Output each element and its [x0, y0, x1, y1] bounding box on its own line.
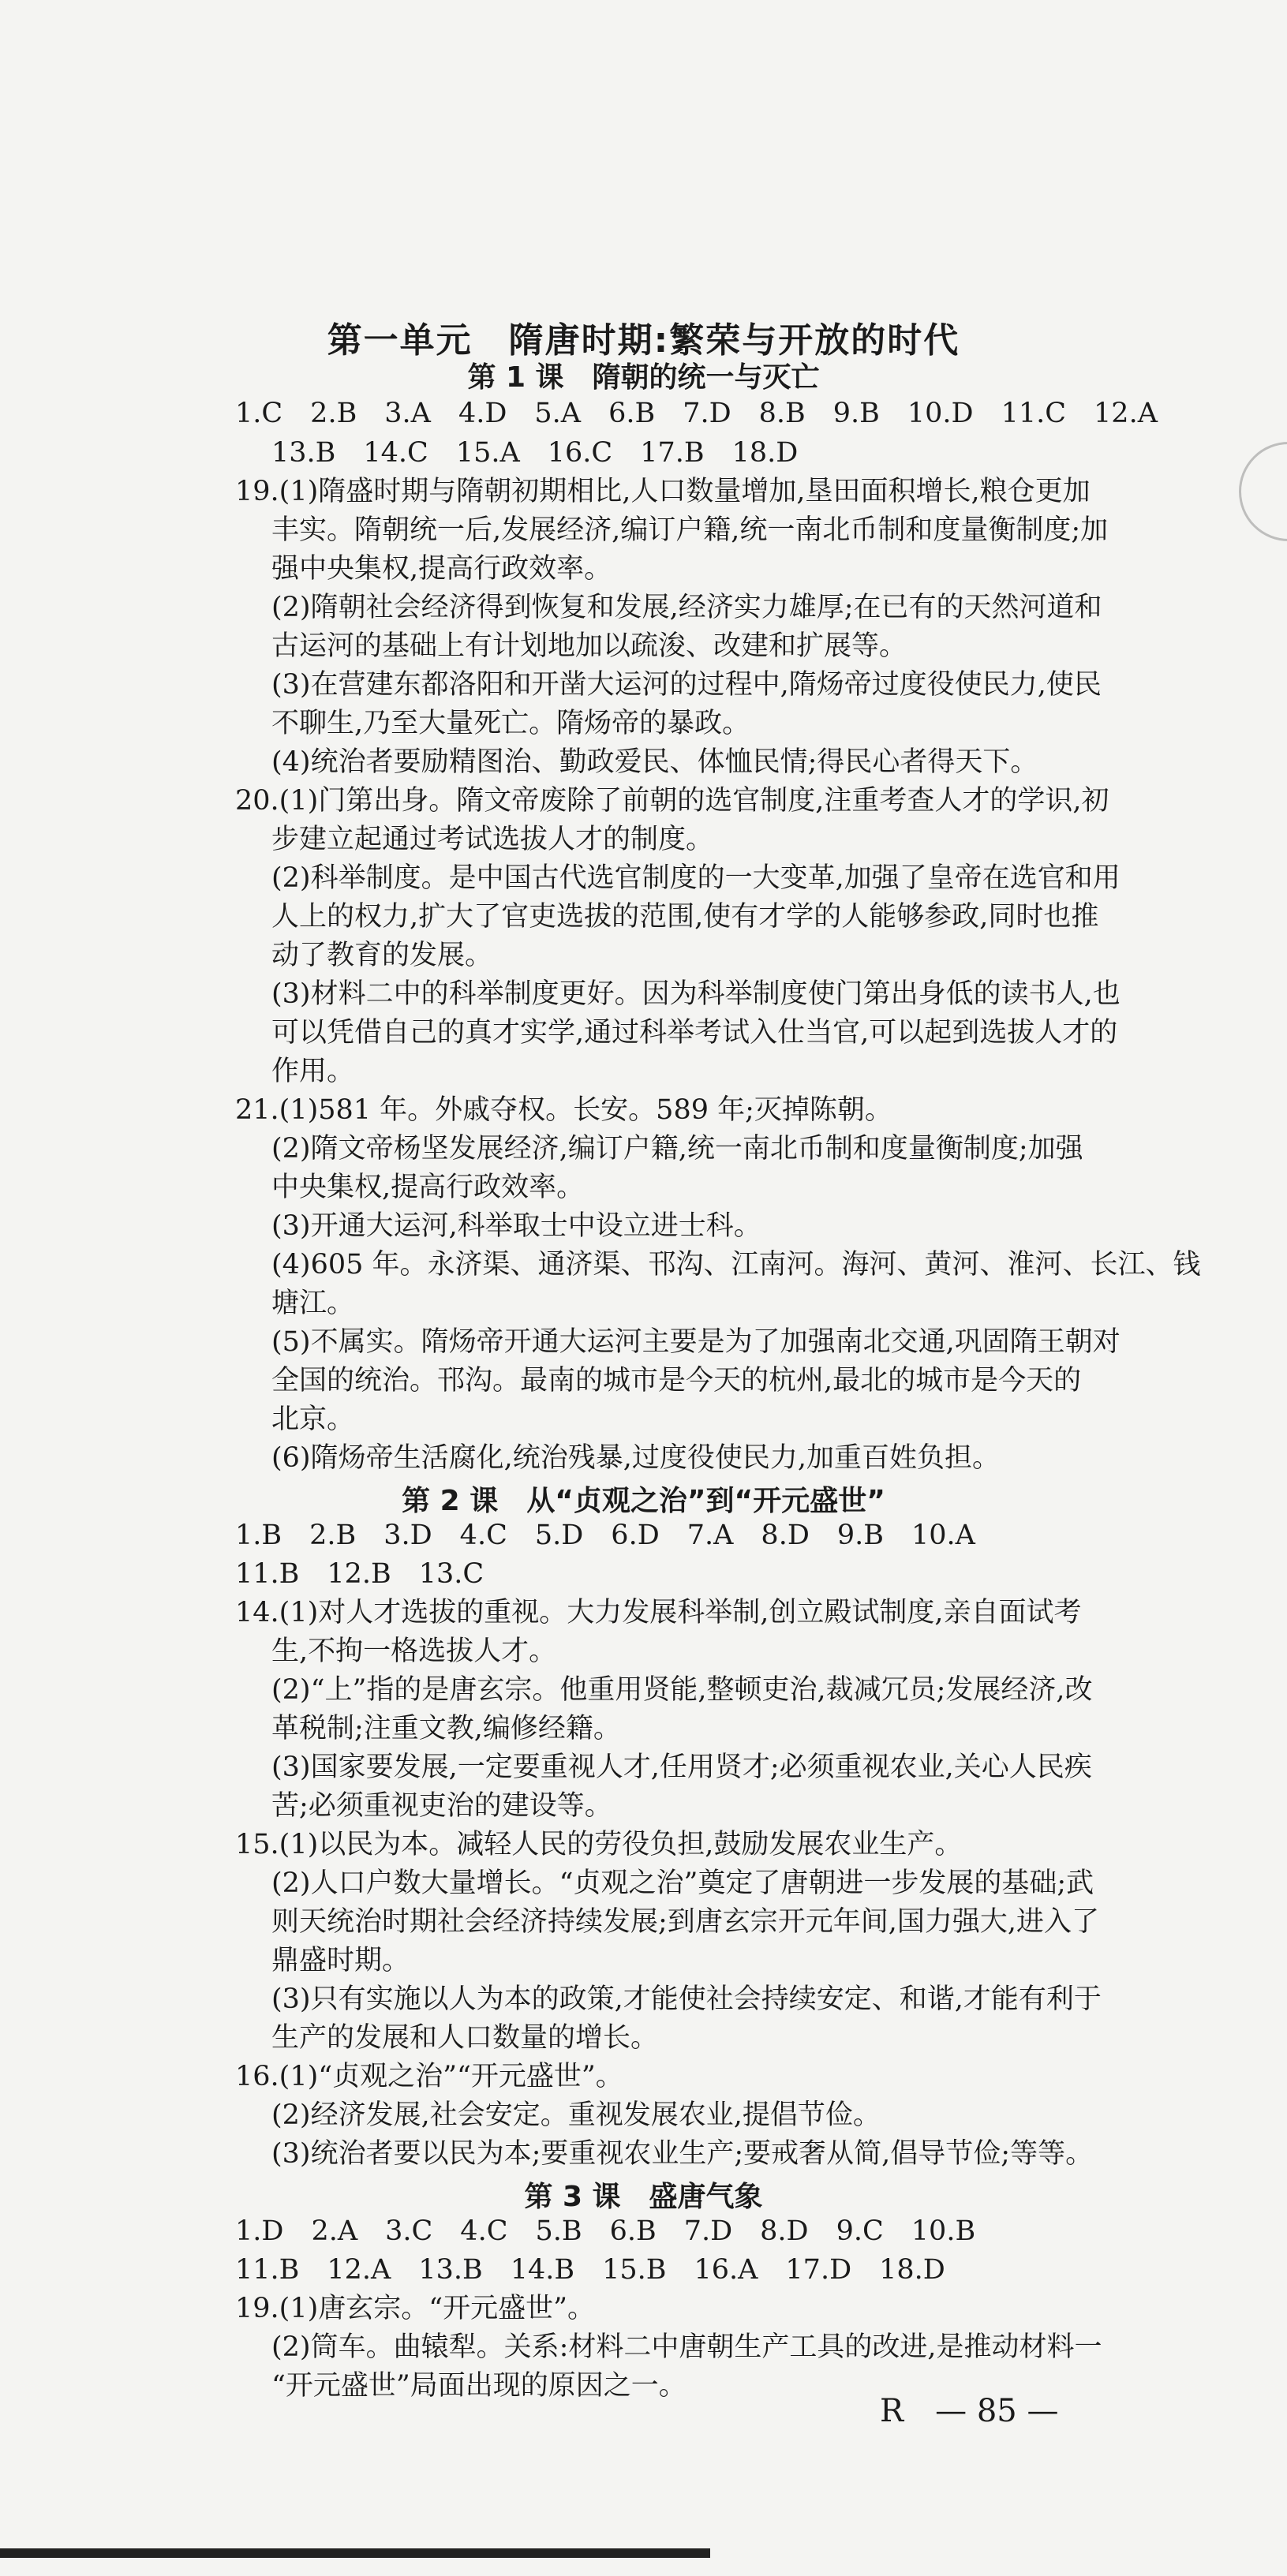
answer-line: 不聊生,乃至大量死亡。隋炀帝的暴政。 [271, 708, 750, 739]
answer-line: (4)605 年。永济渠、通济渠、邗沟、江南河。海河、黄河、淮河、长江、钱 [271, 1249, 1201, 1281]
answer-line: (3)国家要发展,一定要重视人才,任用贤才;必须重视农业,关心人民疾 [271, 1752, 1092, 1783]
answer-line: 古运河的基础上有计划地加以疏浚、改建和扩展等。 [271, 630, 907, 662]
answer-line: (3)开通大运河,科举取士中设立进士科。 [271, 1210, 761, 1242]
unit-title: 第一单元 隋唐时期:繁荣与开放的时代 [327, 320, 960, 361]
answer-line: 鼎盛时期。 [271, 1945, 410, 1976]
answer-line: 作用。 [271, 1056, 355, 1087]
answer-line: 16.(1)“贞观之治”“开元盛世”。 [235, 2061, 623, 2092]
lesson-1-title: 第 1 课 隋朝的统一与灭亡 [467, 361, 820, 394]
answer-line: (2)隋文帝杨坚发展经济,编订户籍,统一南北币制和度量衡制度;加强 [271, 1133, 1083, 1165]
answer-line: (2)隋朝社会经济得到恢复和发展,经济实力雄厚;在已有的天然河道和 [271, 592, 1102, 623]
answer-line: (6)隋炀帝生活腐化,统治残暴,过度役使民力,加重百姓负担。 [271, 1442, 1000, 1474]
answer-line: 丰实。隋朝统一后,发展经济,编订户籍,统一南北币制和度量衡制度;加 [271, 514, 1109, 546]
answer-line: (2)“上”指的是唐玄宗。他重用贤能,整顿吏治,裁减冗员;发展经济,改 [271, 1674, 1093, 1706]
answer-line: (3)只有实施以人为本的政策,才能使社会持续安定、和谐,才能有利于 [271, 1983, 1102, 2015]
answer-line: 革税制;注重文教,编修经籍。 [271, 1713, 621, 1744]
answer-line: 中央集权,提高行政效率。 [271, 1172, 585, 1203]
answer-line: 步建立起通过考试选拔人才的制度。 [271, 824, 714, 855]
answer-line: 生产的发展和人口数量的增长。 [271, 2022, 659, 2054]
answer-line: 13.B 14.C 15.A 16.C 17.B 18.D [271, 437, 799, 469]
corner-stamp [1239, 442, 1287, 541]
answer-line: 1.B 2.B 3.D 4.C 5.D 6.D 7.A 8.D 9.B 10.A [235, 1520, 975, 1551]
lesson-2-title: 第 2 课 从“贞观之治”到“开元盛世” [402, 1485, 885, 1517]
answer-line: 20.(1)门第出身。隋文帝废除了前朝的选官制度,注重考查人才的学识,初 [235, 785, 1109, 817]
answer-line: (2)人口户数大量增长。“贞观之治”奠定了唐朝进一步发展的基础;武 [271, 1868, 1094, 1899]
answer-line: 14.(1)对人才选拔的重视。大力发展科举制,创立殿试制度,亲自面试考 [235, 1597, 1082, 1628]
answer-line: (2)经济发展,社会安定。重视发展农业,提倡节俭。 [271, 2099, 881, 2131]
lesson-3-title: 第 3 课 盛唐气象 [524, 2181, 763, 2213]
answer-line: (5)不属实。隋炀帝开通大运河主要是为了加强南北交通,巩固隋王朝对 [271, 1326, 1121, 1358]
answer-line: 19.(1)唐玄宗。“开元盛世”。 [235, 2293, 596, 2324]
answer-line: (3)统治者要以民为本;要重视农业生产;要戒奢从简,倡导节俭;等等。 [271, 2138, 1094, 2170]
answer-line: (4)统治者要励精图治、勤政爱民、体恤民情;得民心者得天下。 [271, 746, 1038, 778]
answer-line: 动了教育的发展。 [271, 940, 493, 971]
answer-line: 塘江。 [271, 1288, 355, 1319]
answer-line: 北京。 [271, 1404, 355, 1435]
answer-line: 则天统治时期社会经济持续发展;到唐玄宗开元年间,国力强大,进入了 [271, 1906, 1100, 1938]
bottom-rule [0, 2548, 710, 2558]
answer-line: 强中央集权,提高行政效率。 [271, 553, 612, 585]
answer-line: (3)材料二中的科举制度更好。因为科举制度使门第出身低的读书人,也 [271, 978, 1121, 1010]
answer-line: (2)筒车。曲辕犁。关系:材料二中唐朝生产工具的改进,是推动材料一 [271, 2331, 1102, 2363]
answer-line: 可以凭借自己的真才实学,通过科举考试入仕当官,可以起到选拔人才的 [271, 1017, 1118, 1049]
answer-line: 全国的统治。邗沟。最南的城市是今天的杭州,最北的城市是今天的 [271, 1365, 1082, 1396]
answer-line: 21.(1)581 年。外戚夺权。长安。589 年;灭掉陈朝。 [235, 1094, 892, 1126]
answer-line: 生,不拘一格选拔人才。 [271, 1636, 557, 1667]
answer-line: 11.B 12.A 13.B 14.B 15.B 16.A 17.D 18.D [235, 2254, 945, 2286]
answer-line: 1.D 2.A 3.C 4.C 5.B 6.B 7.D 8.D 9.C 10.B [235, 2215, 976, 2247]
answer-line: “开元盛世”局面出现的原因之一。 [271, 2370, 687, 2402]
answer-line: 人上的权力,扩大了官吏选拔的范围,使有才学的人能够参政,同时也推 [271, 901, 1099, 933]
answer-line: 15.(1)以民为本。减轻人民的劳役负担,鼓励发展农业生产。 [235, 1829, 963, 1860]
page-number: R — 85 — [880, 2393, 1059, 2429]
answer-line: 苦;必须重视吏治的建设等。 [271, 1790, 612, 1822]
answer-line: 1.C 2.B 3.A 4.D 5.A 6.B 7.D 8.B 9.B 10.D 11.C 12.A [235, 398, 1158, 429]
answer-line: 11.B 12.B 13.C [235, 1558, 484, 1590]
answer-line: (2)科举制度。是中国古代选官制度的一大变革,加强了皇帝在选官和用 [271, 862, 1121, 894]
answer-line: 19.(1)隋盛时期与隋朝初期相比,人口数量增加,垦田面积增长,粮仓更加 [235, 476, 1091, 507]
answer-line: (3)在营建东都洛阳和开凿大运河的过程中,隋炀帝过度役使民力,使民 [271, 669, 1102, 701]
